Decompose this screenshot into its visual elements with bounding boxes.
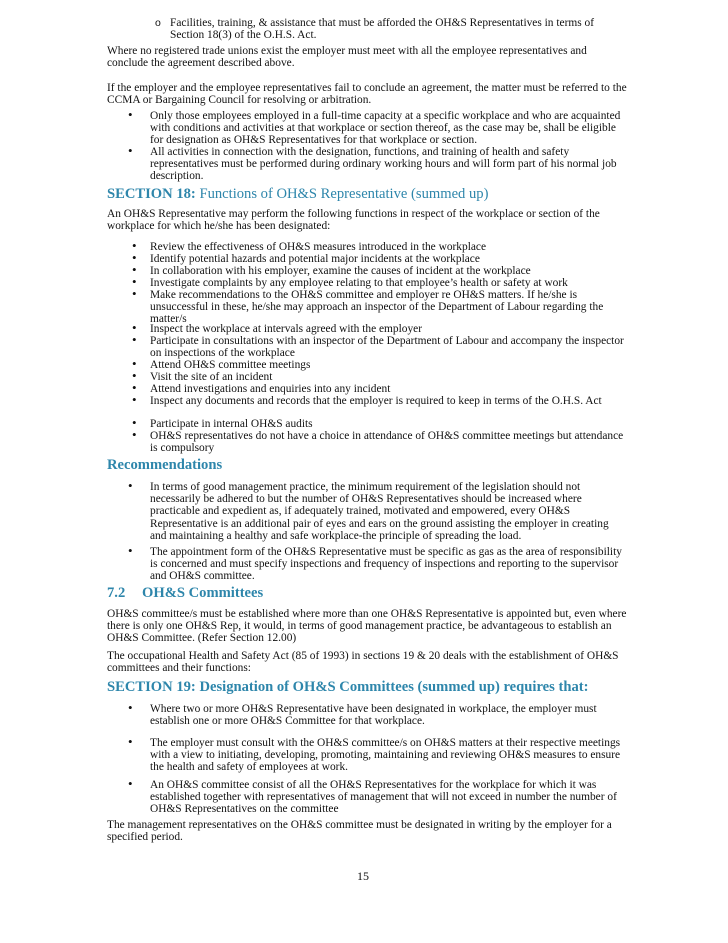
section-19-heading: [107, 679, 588, 695]
facilities-text: Facilities, training, & assistance that must be afforded the OH&S Representatives in terms of Section 18(3) of the O.H.S. Act.: [170, 17, 594, 42]
act-paragraph: The occupational Health and Safety Act (85 of 1993) in sections 19 & 20 deals with the establishment of OH&S committees and their functions:: [107, 650, 619, 675]
bullet-icon: •: [132, 415, 137, 430]
list-item-text: Investigate complaints by any employee relating to that employee’s health or safety at work: [150, 277, 568, 289]
bullet-icon: •: [132, 392, 137, 407]
list-item-text: In collaboration with his employer, examine the causes of incident at the workplace: [150, 265, 531, 277]
list-item-text: An OH&S committee consist of all the OH&S Representatives for the workplace for which it was established together with representatives of management that will not exceed in number the number of OH&S Representatives on the committee: [150, 779, 617, 816]
list-item-text: Where two or more OH&S Representative have been designated in workplace, the employer must establish one or more OH&S Committee for that workplace.: [150, 703, 597, 728]
closing-paragraph: The management representatives on the OH&S committee must be designated in writing by the employer for a specified period.: [107, 819, 612, 844]
list-item-text: Attend OH&S committee meetings: [150, 359, 311, 371]
bullet-icon: •: [132, 274, 137, 289]
section-18-intro: An OH&S Representative may perform the following functions in respect of the workplace or section of the workplace for which he/she has been designated:: [107, 208, 600, 233]
list-item-text: Participate in consultations with an inspector of the Department of Labour and accompany the inspector on inspections of the workplace: [150, 335, 624, 360]
bullet-icon: •: [128, 776, 133, 791]
list-item-text: The appointment form of the OH&S Representative must be specific as gas as the area of responsibility is concerned and must specify inspections and frequency of inspections and reporting to the supervisor and OH&S committee.: [150, 546, 622, 583]
list-item-text: Visit the site of an incident: [150, 371, 273, 383]
bullet-icon: •: [132, 320, 137, 335]
list-item-text: In terms of good management practice, the minimum requirement of the legislation should not necessarily be adhered to but the number of OH&S Representatives should be increased where practicable and expedient as, if adequately trained, motivated and empowered, every OH&S Representative is an additional pair of eyes and ears on the ground assisting the employer in creating and maintaining a healthy and safe workplace-the principle of spreading the load.: [150, 481, 609, 542]
section-18-label: SECTION 18:: [107, 186, 196, 202]
bullet-icon: •: [132, 286, 137, 301]
bullet-icon: •: [132, 380, 137, 395]
bullet-icon: •: [128, 734, 133, 749]
list-item-text: Review the effectiveness of OH&S measures introduced in the workplace: [150, 241, 487, 253]
list-item-text: Inspect any documents and records that the employer is required to keep in terms of the O.H.S. Act: [150, 395, 602, 407]
paragraph-fail-agreement: If the employer and the employee representatives fail to conclude an agreement, the matter must be referred to the CCMA or Bargaining Council for resolving or arbitration.: [107, 82, 627, 107]
list-item-text: Identify potential hazards and potential major incidents at the workplace: [150, 253, 480, 265]
bullet-icon: •: [128, 700, 133, 715]
paragraph-no-union: Where no registered trade unions exist the employer must meet with all the employee representatives and conclude the agreement described above.: [107, 45, 587, 70]
list-item-text: OH&S representatives do not have a choice in attendance of OH&S committee meetings but attendance is compulsory: [150, 430, 624, 455]
section-19-title: SECTION 19: Designation of OH&S Committees (summed up) requires that:: [107, 679, 589, 695]
section-18-heading: [107, 186, 488, 202]
bullet-icon: •: [132, 368, 137, 383]
circle-bullet-icon: o: [155, 17, 161, 29]
list-item-text: Make recommendations to the OH&S committee and employer re OH&S matters. If he/she is unsuccessful in these, he/she may approach an inspector of the Department of Labour regarding the matter/s: [150, 289, 604, 326]
list-item-text: Inspect the workplace at intervals agreed with the employer: [150, 323, 423, 335]
list-item-text: Attend investigations and enquiries into any incident: [150, 383, 391, 395]
bullet-icon: •: [128, 478, 133, 493]
bullet-icon: •: [128, 543, 133, 558]
recommendations-title: Recommendations: [107, 457, 223, 473]
list-item-text: Only those employees employed in a full-time capacity at a specific workplace and who are acquainted with conditions and activities at that workplace or section thereof, as the case may be, shall be eligible for designation as OH&S Representatives for that workplace or section.: [150, 110, 621, 147]
bullet-icon: •: [132, 356, 137, 371]
bullet-icon: •: [128, 107, 133, 122]
bullet-icon: •: [132, 238, 137, 253]
section-18-title: Functions of OH&S Representative (summed up): [199, 186, 489, 202]
bullet-icon: •: [132, 332, 137, 347]
recommendations-heading: [107, 457, 222, 473]
section-7-2-title: OH&S Committees: [142, 585, 264, 601]
bullet-icon: •: [132, 250, 137, 265]
bullet-icon: •: [128, 143, 133, 158]
bullet-icon: •: [132, 262, 137, 277]
list-item-text: Participate in internal OH&S audits: [150, 418, 313, 430]
bullet-icon: •: [132, 427, 137, 442]
section-number: 7.2: [107, 585, 126, 601]
list-item-text: All activities in connection with the designation, functions, and training of health and safety representatives must be performed during ordinary working hours and will form part of his normal job description.: [150, 146, 617, 183]
page-number: 15: [357, 869, 369, 883]
list-item-text: The employer must consult with the OH&S committee/s on OH&S matters at their respective meetings with a view to initiating, developing, promoting, maintaining and reviewing OH&S measures to ensure the health and safety of employees at work.: [150, 737, 621, 774]
section-7-2-heading: [107, 585, 264, 601]
committee-paragraph: OH&S committee/s must be established where more than one OH&S Representative is appointed but, even where there is only one OH&S Rep, it would, in terms of good management practice, be advantageous to establish an OH&S Committee. (Refer Section 12.00): [107, 608, 627, 645]
